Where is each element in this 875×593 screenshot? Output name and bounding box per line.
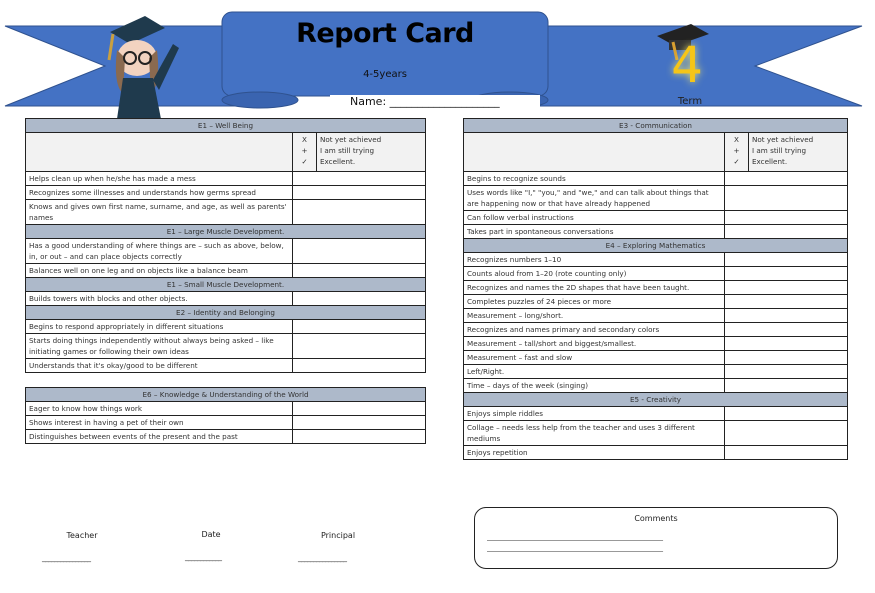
rating-cell[interactable] xyxy=(725,351,848,365)
skill-description: Uses words like "I," "you," and "we," and can talk about things that are happening now or that have already happened xyxy=(464,186,725,211)
section-title: E1 – Large Muscle Development. xyxy=(26,225,426,239)
date-line[interactable]: ____________ xyxy=(185,552,221,561)
legend-labels xyxy=(317,133,426,172)
comment-line[interactable]: ______________________________________________________________________ xyxy=(487,544,662,552)
comments-title: Comments xyxy=(634,514,678,523)
section-title: E3 - Communication xyxy=(464,119,848,133)
rating-cell[interactable] xyxy=(293,402,426,416)
teacher-label: Teacher xyxy=(66,531,98,540)
skill-description: Understands that it's okay/good to be different xyxy=(26,359,293,373)
legend-symbol: ✓ xyxy=(733,157,740,166)
legend-label: Not yet achieved xyxy=(320,135,382,144)
section-title: E1 – Small Muscle Development. xyxy=(26,278,426,292)
rating-cell[interactable] xyxy=(725,225,848,239)
section-header-row xyxy=(26,119,426,133)
rating-cell[interactable] xyxy=(725,267,848,281)
principal-label: Principal xyxy=(320,531,356,540)
section-title: E2 – Identity and Belonging xyxy=(26,306,426,320)
skill-description: Measurement – fast and slow xyxy=(464,351,725,365)
skill-row xyxy=(26,172,426,186)
rating-cell[interactable] xyxy=(725,281,848,295)
skill-row xyxy=(26,402,426,416)
legend-label: I am still trying xyxy=(320,146,375,155)
rating-cell[interactable] xyxy=(725,337,848,351)
term-number: 4 xyxy=(671,36,703,94)
skill-description: Eager to know how things work xyxy=(26,402,293,416)
skill-description: Enjoys repetition xyxy=(464,446,725,460)
skill-description: Counts aloud from 1–20 (rote counting only) xyxy=(464,267,725,281)
skill-description: Collage – needs less help from the teacher and uses 3 different mediums xyxy=(464,421,725,446)
rating-cell[interactable] xyxy=(293,292,426,306)
world-assessment-table xyxy=(25,387,426,444)
legend-symbol: + xyxy=(733,146,740,155)
skill-description: Begins to recognize sounds xyxy=(464,172,725,186)
skill-row xyxy=(464,379,848,393)
section-header-row xyxy=(464,239,848,253)
left-assessment-table xyxy=(25,118,426,373)
skill-row xyxy=(464,309,848,323)
skill-description: Can follow verbal instructions xyxy=(464,211,725,225)
legend-blank xyxy=(464,133,725,172)
skill-row xyxy=(464,446,848,460)
skill-row xyxy=(464,421,848,446)
rating-cell[interactable] xyxy=(293,200,426,225)
skill-description: Left/Right. xyxy=(464,365,725,379)
section-header-row xyxy=(26,306,426,320)
skill-description: Distinguishes between events of the present and the past xyxy=(26,430,293,444)
page-title: Report Card xyxy=(296,18,474,49)
section-header-row xyxy=(26,225,426,239)
skill-row xyxy=(464,295,848,309)
skill-description: Measurement – tall/short and biggest/smallest. xyxy=(464,337,725,351)
rating-cell[interactable] xyxy=(725,365,848,379)
skill-description: Takes part in spontaneous conversations xyxy=(464,225,725,239)
skill-row xyxy=(26,292,426,306)
skill-row xyxy=(26,239,426,264)
date-label: Date xyxy=(201,530,221,539)
rating-cell[interactable] xyxy=(725,309,848,323)
skill-row xyxy=(464,323,848,337)
rating-cell[interactable] xyxy=(293,186,426,200)
teacher-signature-line[interactable]: ________________ xyxy=(42,553,90,562)
legend-symbol: X xyxy=(302,135,307,144)
rating-cell[interactable] xyxy=(725,323,848,337)
legend-label: Excellent. xyxy=(320,157,356,166)
rating-cell[interactable] xyxy=(725,253,848,267)
skill-description: Time – days of the week (singing) xyxy=(464,379,725,393)
comments-box[interactable] xyxy=(474,507,838,569)
skill-row xyxy=(26,320,426,334)
skill-description: Builds towers with blocks and other objects. xyxy=(26,292,293,306)
skill-description: Enjoys simple riddles xyxy=(464,407,725,421)
legend-symbol: + xyxy=(301,146,308,155)
skill-description: Recognizes and names the 2D shapes that have been taught. xyxy=(464,281,725,295)
age-range: 4-5years xyxy=(363,69,407,80)
rating-cell[interactable] xyxy=(725,295,848,309)
skill-row xyxy=(26,186,426,200)
skill-description: Recognizes numbers 1–10 xyxy=(464,253,725,267)
skill-row xyxy=(464,225,848,239)
rating-cell[interactable] xyxy=(725,172,848,186)
principal-signature-line[interactable]: ________________ xyxy=(298,553,346,562)
rating-cell[interactable] xyxy=(293,264,426,278)
skill-row xyxy=(464,253,848,267)
rating-cell[interactable] xyxy=(725,421,848,446)
legend-blank xyxy=(26,133,293,172)
skill-description: Helps clean up when he/she has made a mess xyxy=(26,172,293,186)
skill-row xyxy=(464,365,848,379)
rating-cell[interactable] xyxy=(725,379,848,393)
legend-label: I am still trying xyxy=(752,146,807,155)
legend-symbol: ✓ xyxy=(301,157,308,166)
legend-symbol: X xyxy=(734,135,739,144)
skill-description: Recognizes some illnesses and understands how germs spread xyxy=(26,186,293,200)
legend-symbols xyxy=(293,133,317,172)
skill-description: Has a good understanding of where things are – such as above, below, in, or out – and can place objects correctly xyxy=(26,239,293,264)
section-header-row xyxy=(26,388,426,402)
rating-cell[interactable] xyxy=(293,416,426,430)
skill-description: Shows interest in having a pet of their own xyxy=(26,416,293,430)
skill-row xyxy=(464,211,848,225)
skill-description: Measurement – long/short. xyxy=(464,309,725,323)
section-title: E6 – Knowledge & Understanding of the World xyxy=(26,388,426,402)
skill-row xyxy=(464,281,848,295)
rating-cell[interactable] xyxy=(725,446,848,460)
skill-row xyxy=(464,172,848,186)
legend-label: Not yet achieved xyxy=(752,135,814,144)
skill-row xyxy=(26,200,426,225)
skill-row xyxy=(464,337,848,351)
skill-row xyxy=(26,416,426,430)
skill-description: Knows and gives own first name, surname, and age, as well as parents' names xyxy=(26,200,293,225)
section-header-row xyxy=(464,119,848,133)
section-title: E1 – Well Being xyxy=(26,119,426,133)
comment-line[interactable]: ______________________________________________________________________ xyxy=(487,533,662,541)
rating-cell[interactable] xyxy=(293,239,426,264)
skill-row xyxy=(464,351,848,365)
section-title: E4 – Exploring Mathematics xyxy=(464,239,848,253)
name-field[interactable]: Name: ____________________ xyxy=(350,95,500,108)
rating-cell[interactable] xyxy=(293,172,426,186)
rating-cell[interactable] xyxy=(293,334,426,359)
legend-labels xyxy=(749,133,848,172)
skill-row xyxy=(464,407,848,421)
legend-row xyxy=(26,133,426,172)
term-label: Term xyxy=(677,96,703,107)
rating-cell[interactable] xyxy=(725,186,848,211)
rating-cell[interactable] xyxy=(293,430,426,444)
skill-row xyxy=(26,359,426,373)
skill-description: Balances well on one leg and on objects like a balance beam xyxy=(26,264,293,278)
skill-row xyxy=(26,334,426,359)
section-header-row xyxy=(464,393,848,407)
section-title: E5 - Creativity xyxy=(464,393,848,407)
skill-description: Completes puzzles of 24 pieces or more xyxy=(464,295,725,309)
skill-description: Starts doing things independently without always being asked – like initiating games or following their own ideas xyxy=(26,334,293,359)
rating-cell[interactable] xyxy=(725,211,848,225)
rating-cell[interactable] xyxy=(293,320,426,334)
graduate-girl-illustration xyxy=(95,14,195,132)
rating-cell[interactable] xyxy=(725,407,848,421)
skill-row xyxy=(464,186,848,211)
right-assessment-table xyxy=(463,118,848,460)
legend-symbols xyxy=(725,133,749,172)
skill-row xyxy=(26,430,426,444)
skill-row xyxy=(464,267,848,281)
legend-label: Excellent. xyxy=(752,157,788,166)
rating-cell[interactable] xyxy=(293,359,426,373)
legend-row xyxy=(464,133,848,172)
skill-description: Recognizes and names primary and secondary colors xyxy=(464,323,725,337)
section-header-row xyxy=(26,278,426,292)
skill-description: Begins to respond appropriately in different situations xyxy=(26,320,293,334)
skill-row xyxy=(26,264,426,278)
